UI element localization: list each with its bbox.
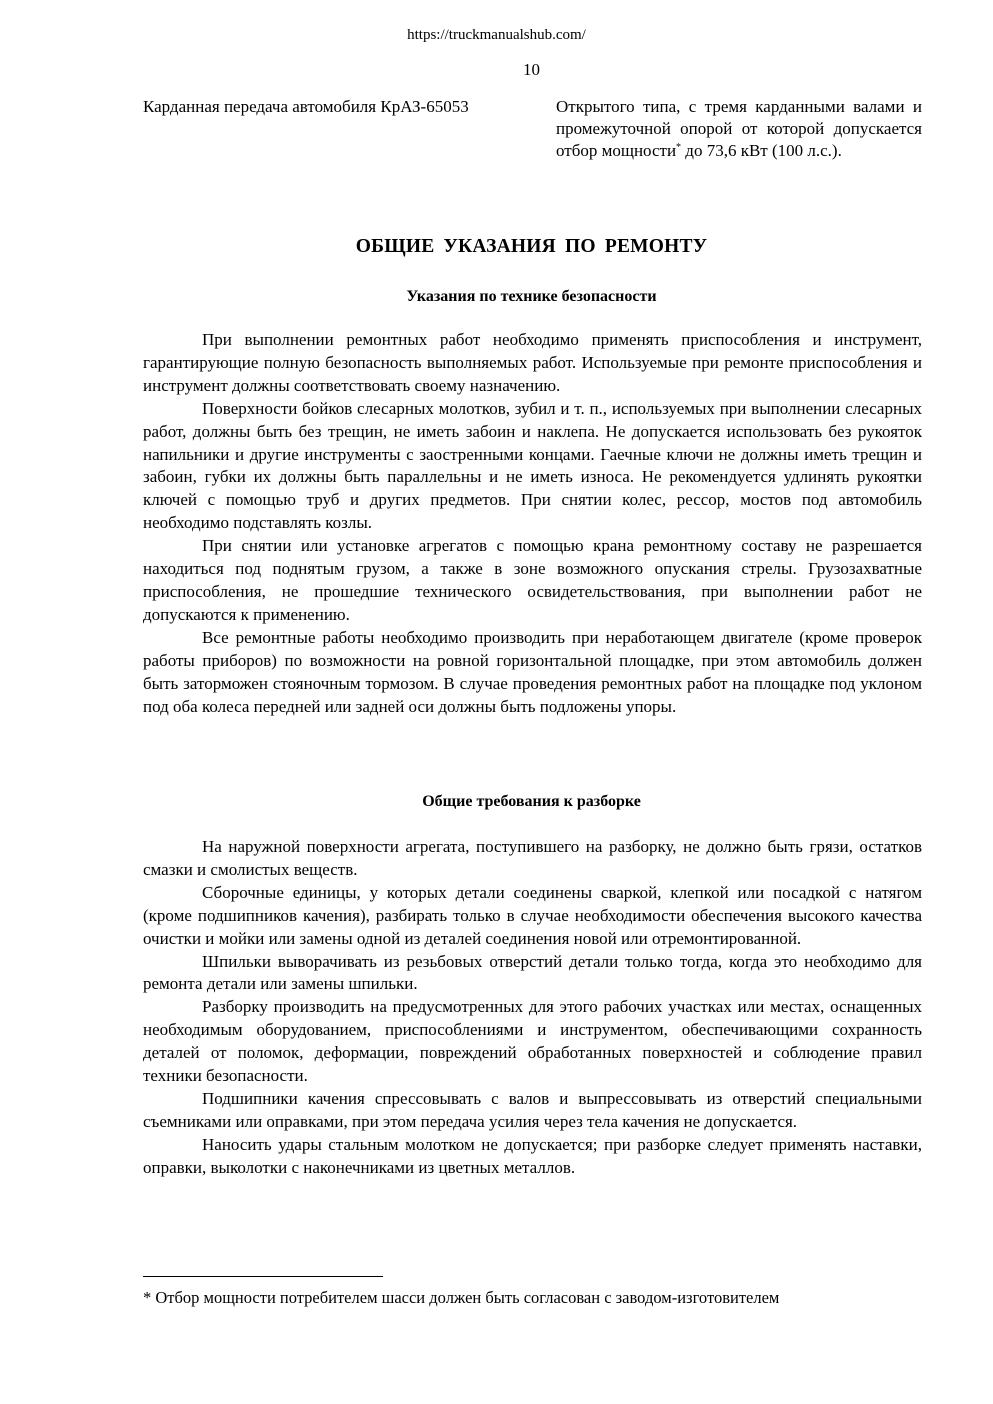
disassembly-paragraph-6: Наносить удары стальным молотком не допускается; при разборке следует применять наставки, оправки, выколотки с наконечниками из цветных металлов. — [143, 1134, 922, 1177]
page-number: 10 — [523, 60, 540, 79]
spec-value — [556, 96, 922, 162]
safety-heading: Указания по технике безопасности — [406, 288, 657, 305]
safety-text — [143, 329, 922, 718]
section-title: ОБЩИЕ УКАЗАНИЯ ПО РЕМОНТУ — [355, 236, 708, 257]
safety-paragraph-1: При выполнении ремонтных работ необходимо применять приспособления и инструмент, гарантирующие полную безопасность выполняемых работ. Используемые при ремонте приспособления и инструмент должны соответствовать своему назначению. — [143, 330, 922, 395]
safety-paragraph-4: Все ремонтные работы необходимо производить при неработающем двигателе (кроме проверок работы приборов) по возможности на ровной горизонтальной площадке, при этом автомобиль должен быть заторможен стояночным тормозом. В случае проведения ремонтных работ на площадке под уклоном под оба колеса передней или задней оси должны быть подложены упоры. — [143, 627, 922, 716]
source-url: https://truckmanualshub.com/ — [407, 27, 586, 43]
disassembly-paragraph-1: На наружной поверхности агрегата, поступившего на разборку, не должно быть грязи, остатков смазки и смолистых веществ. — [143, 837, 922, 879]
footnote: * Отбор мощности потребителем шасси должен быть согласован с заводом-изготовителем — [143, 1288, 780, 1307]
disassembly-paragraph-3: Шпильки выворачивать из резьбовых отверстий детали только тогда, когда это необходимо для ремонта детали или замены шпильки. — [143, 951, 922, 994]
spec-value-text: Открытого типа, с тремя карданными валами и промежуточной опорой от которой допускается отбор мощности — [556, 97, 922, 160]
spec-value-tail: до 73,6 кВт (100 л.с.). — [681, 141, 842, 160]
disassembly-paragraph-2: Сборочные единицы, у которых детали соединены сваркой, клепкой или посадкой с натягом (кроме подшипников качения), разбирать только в случае необходимости обеспечения высокого качества очистки и мойки или замены одной из деталей соединения новой или отремонтированной. — [143, 882, 922, 948]
disassembly-paragraph-5: Подшипники качения спрессовывать с валов и выпрессовывать из отверстий специальными съемниками или оправками, при этом передача усилия через тела качения не допускается. — [143, 1088, 922, 1131]
safety-paragraph-3: При снятии или установке агрегатов с помощью крана ремонтному составу не разрешается находиться под поднятым грузом, а также в зоне возможного опускания стрелы. Грузозахватные приспособления, не прошедшие технического освидетельствования, при выполнении работ не допускаются к применению. — [143, 536, 922, 624]
footnote-mark: * — [676, 142, 682, 153]
disassembly-heading: Общие требования к разборке — [422, 793, 641, 810]
disassembly-text — [143, 836, 922, 1180]
footnote-divider — [143, 1276, 383, 1277]
spec-label: Карданная передача автомобиля КрАЗ-65053 — [143, 97, 469, 116]
safety-paragraph-2: Поверхности бойков слесарных молотков, зубил и т. п., используемых при выполнении слесарных работ, должны быть без трещин, не иметь забоин и наклепа. Не допускается использовать без рукояток напильники и другие инструменты с заостренными концами. Гаечные ключи не должны иметь трещин и забоин, губки их должны быть параллельны и не иметь износа. Не рекомендуется удлинять рукоятки ключей с помощью труб и других предметов. При снятии колес, рессор, мостов под автомобиль необходимо подставлять козлы. — [143, 398, 922, 533]
disassembly-paragraph-4: Разборку производить на предусмотренных для этого рабочих участках или местах, оснащенных необходимым оборудованием, приспособлениями и инструментом, обеспечивающими сохранность деталей от поломок, деформации, повреждений обработанных поверхностей и соблюдение правил техники безопасности. — [143, 997, 922, 1086]
